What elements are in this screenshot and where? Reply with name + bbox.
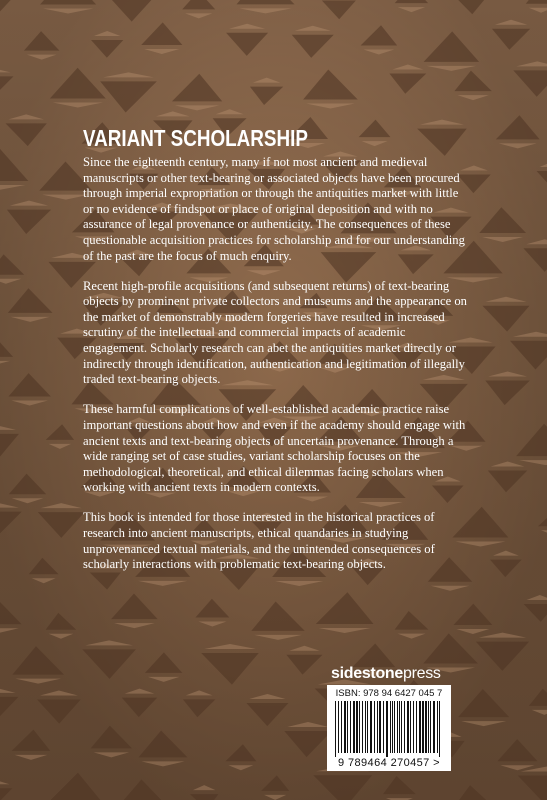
texture-triangle — [0, 788, 12, 800]
texture-highlight — [0, 185, 25, 190]
texture-highlight — [461, 721, 506, 726]
barcode-bar — [347, 701, 348, 753]
barcode-bar — [437, 701, 438, 753]
texture-highlight — [125, 689, 155, 694]
texture-highlight — [0, 628, 19, 633]
texture-triangle — [107, 0, 156, 22]
texture-highlight — [254, 635, 301, 640]
texture-triangle — [538, 509, 547, 526]
texture-highlight — [319, 628, 371, 633]
texture-highlight — [541, 530, 547, 535]
texture-highlight — [513, 332, 547, 337]
texture-triangle — [492, 29, 530, 50]
texture-highlight — [10, 201, 48, 206]
texture-highlight — [0, 361, 10, 366]
texture-triangle — [316, 592, 374, 624]
texture-triangle — [513, 70, 547, 96]
texture-triangle — [510, 341, 547, 370]
texture-highlight — [239, 8, 291, 13]
barcode-bar — [383, 701, 384, 753]
texture-highlight — [488, 372, 527, 377]
texture-triangle — [100, 81, 157, 112]
texture-triangle — [9, 474, 46, 495]
texture-highlight — [532, 710, 547, 715]
texture-triangle — [395, 0, 428, 3]
texture-triangle — [82, 649, 136, 678]
texture-triangle — [145, 652, 182, 673]
texture-highlight — [114, 623, 155, 628]
texture-highlight — [479, 633, 526, 638]
texture-triangle — [0, 333, 13, 357]
texture-highlight — [306, 104, 355, 109]
barcode-bar — [341, 701, 342, 753]
texture-highlight — [0, 279, 21, 284]
texture-highlight — [519, 460, 547, 465]
texture-triangle — [8, 373, 50, 396]
texture-highlight — [493, 551, 519, 556]
texture-triangle — [284, 731, 331, 757]
texture-triangle — [38, 512, 85, 538]
texture-highlight — [175, 105, 219, 110]
texture-highlight — [398, 7, 425, 12]
texture-highlight — [364, 49, 395, 54]
texture-triangle — [141, 22, 182, 45]
texture-triangle — [48, 773, 102, 800]
texture-triangle — [0, 0, 16, 12]
texture-triangle — [395, 611, 429, 630]
texture-triangle — [12, 730, 51, 751]
barcode-bar — [416, 701, 417, 753]
texture-highlight — [193, 785, 215, 790]
texture-highlight — [53, 102, 103, 107]
texture-highlight — [49, 634, 74, 639]
texture-triangle — [29, 558, 59, 574]
texture-highlight — [216, 109, 244, 114]
texture-triangle — [286, 655, 322, 675]
texture-triangle — [423, 633, 478, 663]
texture-triangle — [322, 0, 356, 19]
texture-triangle — [453, 604, 492, 625]
texture-highlight — [482, 237, 523, 242]
texture-triangle — [116, 779, 170, 800]
texture-triangle — [303, 69, 358, 99]
texture-highlight — [491, 461, 525, 466]
texture-triangle — [182, 0, 215, 9]
blurb-paragraph-3: These harmful complications of well-established academic practice raise important questions about how and even if the academy should engage with ancient texts and text-bearing objects of uncertain provenance. Through a wide ranging set of case studies, variant scholarship focuses on the methodological, theoretical, and ethical dilemmas facing scholars when working with ancient texts in modern contexts. — [83, 402, 466, 495]
texture-highlight — [392, 64, 423, 69]
texture-highlight — [186, 690, 213, 695]
texture-triangle — [313, 775, 372, 800]
barcode-bar — [428, 701, 429, 753]
texture-triangle — [361, 25, 398, 45]
barcode-bar — [422, 701, 424, 753]
texture-highlight — [295, 26, 331, 31]
blurb-paragraph-2: Recent high-profile acquisitions (and subsequent returns) of text-bearing objects by prominent private collectors and museums and the appearance on the market of demonstrably modern forgeries have resulted in increased scrutiny of the intellectual and commercial impacts of academic engagement. Scholarly research can abet the antiquities market directly or indirectly through identification, authentication and legitimation of illegally traded text-bearing objects. — [83, 278, 467, 387]
barcode-bar — [379, 701, 381, 753]
texture-highlight — [94, 752, 129, 757]
texture-triangle — [526, 0, 547, 4]
barcode-bar — [370, 701, 372, 753]
blurb-paragraph-1: Since the eighteenth century, many if not most ancient and medieval manuscripts or other text-bearing or associated objects have been procured through imperial expropriation or through the antiquities market with little or no evidence of findspot or place of original deposition and with no assurance of legal provenance or authenticity. The consequences of these questionable acquisition practices for scholarship and for our understanding of the past are the focus of much enquiry. — [83, 155, 465, 263]
isbn-label: ISBN: 978 94 6427 045 7 — [335, 688, 443, 699]
texture-triangle — [383, 776, 416, 794]
texture-triangle — [46, 613, 77, 630]
texture-highlight — [420, 120, 464, 125]
texture-triangle — [50, 68, 106, 99]
barcode-bar — [353, 701, 355, 753]
texture-highlight — [427, 66, 477, 71]
barcode-bar — [404, 701, 405, 753]
texture-highlight — [0, 425, 16, 430]
texture-highlight — [156, 111, 190, 116]
texture-highlight — [94, 31, 120, 36]
texture-highlight — [516, 61, 547, 66]
barcode-bar — [410, 701, 411, 753]
barcode-bar — [413, 701, 414, 753]
texture-triangle — [225, 744, 256, 761]
texture-triangle — [7, 210, 51, 234]
texture-triangle — [37, 700, 81, 724]
texture-highlight — [11, 317, 50, 322]
barcode-bar — [397, 701, 398, 753]
barcode-bar — [338, 701, 339, 753]
texture-triangle — [518, 775, 547, 800]
barcode-bar — [419, 701, 421, 753]
texture-highlight — [41, 503, 82, 508]
texture-highlight — [204, 644, 256, 649]
texture-highlight — [485, 297, 526, 302]
texture-triangle — [523, 248, 547, 272]
texture-triangle — [389, 73, 426, 93]
barcode-bar — [399, 701, 400, 753]
publisher-logo — [331, 665, 441, 683]
texture-highlight — [15, 755, 48, 760]
texture-triangle — [91, 40, 123, 58]
texture-triangle — [417, 129, 467, 156]
texture-triangle — [0, 149, 28, 182]
texture-highlight — [253, 78, 280, 83]
texture-triangle — [0, 512, 22, 539]
barcode-bar — [359, 701, 360, 753]
barcode-bar — [392, 701, 393, 753]
texture-triangle — [172, 74, 222, 102]
texture-triangle — [497, 739, 537, 761]
texture-triangle — [516, 424, 547, 456]
texture-triangle — [261, 775, 289, 790]
texture-triangle — [352, 643, 395, 667]
texture-triangle — [122, 698, 158, 718]
barcode-bar — [386, 701, 388, 757]
texture-triangle — [485, 381, 530, 406]
texture-triangle — [479, 207, 526, 233]
texture-highlight — [27, 55, 57, 60]
texture-triangle — [454, 71, 491, 92]
texture-highlight — [456, 629, 489, 634]
texture-triangle — [490, 560, 522, 577]
texture-highlight — [141, 761, 184, 766]
texture-triangle — [183, 699, 216, 717]
texture-highlight — [0, 779, 9, 784]
texture-triangle — [458, 689, 509, 717]
texture-highlight — [529, 8, 547, 13]
texture-highlight — [198, 621, 226, 626]
barcode-bar — [344, 701, 346, 753]
texture-highlight — [289, 646, 319, 651]
barcode-bar — [377, 701, 378, 753]
texture-triangle — [451, 0, 490, 14]
barcode-bar — [356, 701, 358, 753]
texture-highlight — [0, 503, 19, 508]
texture-highlight — [15, 679, 61, 684]
texture-triangle — [529, 689, 547, 706]
texture-triangle — [476, 642, 529, 671]
texture-triangle — [236, 0, 294, 4]
barcode-bar — [407, 701, 409, 753]
texture-triangle — [0, 254, 24, 274]
publisher-name-bold: sidestone — [331, 665, 403, 682]
texture-triangle — [201, 653, 259, 685]
texture-triangle — [246, 703, 288, 726]
texture-triangle — [195, 599, 229, 618]
texture-triangle — [226, 33, 268, 56]
texture-triangle — [0, 697, 19, 722]
texture-triangle — [8, 288, 53, 313]
barcode-bar — [430, 701, 431, 753]
texture-highlight — [228, 765, 253, 770]
texture-triangle — [482, 306, 529, 332]
texture-triangle — [0, 434, 19, 461]
texture-highlight — [85, 640, 133, 645]
texture-triangle — [496, 115, 540, 139]
texture-triangle — [138, 730, 187, 757]
texture-highlight — [40, 691, 78, 696]
texture-highlight — [526, 239, 547, 244]
barcode-bar — [401, 701, 402, 753]
texture-triangle — [458, 785, 487, 800]
texture-highlight — [148, 677, 179, 682]
texture-triangle — [111, 594, 158, 620]
barcode-bar — [390, 701, 391, 753]
texture-triangle — [292, 35, 334, 58]
texture-triangle — [24, 31, 60, 51]
barcode-bar — [367, 701, 368, 753]
texture-triangle — [0, 597, 22, 624]
barcode-bar — [350, 701, 351, 753]
barcode-bar — [425, 701, 427, 753]
barcode-bar — [394, 701, 395, 753]
texture-highlight — [9, 114, 44, 119]
publisher-name-regular: press — [403, 665, 441, 682]
texture-highlight — [500, 765, 534, 770]
texture-highlight — [185, 13, 212, 18]
texture-highlight — [0, 688, 16, 693]
texture-highlight — [287, 722, 328, 727]
texture-triangle — [488, 470, 528, 492]
blurb-paragraph-4: This book is intended for those interested in the historical practices of research into ancient manuscripts, ethical quandaries in studying unprovenanced textual materials, and the unintended consequences of scholarly interactions with problematic text-bearing objects. — [83, 510, 435, 572]
book-title: VARIANT SCHOLARSHIP — [83, 125, 308, 151]
texture-triangle — [250, 87, 283, 105]
texture-triangle — [40, 0, 96, 4]
texture-highlight — [0, 67, 11, 72]
texture-triangle — [251, 601, 304, 630]
texture-highlight — [527, 595, 547, 600]
texture-triangle — [524, 604, 547, 622]
texture-highlight — [32, 578, 56, 583]
barcode-icon — [333, 701, 445, 757]
texture-highlight — [540, 162, 547, 167]
barcode-bar — [374, 701, 375, 753]
texture-highlight — [229, 24, 265, 29]
texture-highlight — [103, 72, 154, 77]
barcode-digits: 9 789464 270457 > — [338, 757, 440, 769]
texture-highlight — [49, 444, 71, 449]
texture-triangle — [0, 76, 14, 102]
texture-triangle — [12, 646, 64, 674]
texture-highlight — [457, 95, 488, 100]
blurb — [83, 155, 468, 587]
texture-triangle — [190, 794, 218, 800]
texture-highlight — [495, 20, 527, 25]
barcode-bar — [439, 701, 440, 757]
barcode-bar — [433, 701, 435, 753]
texture-triangle — [91, 726, 132, 749]
barcode-bar — [335, 701, 336, 757]
texture-triangle — [46, 424, 74, 440]
texture-highlight — [43, 8, 93, 13]
texture-highlight — [398, 634, 426, 639]
texture-triangle — [6, 123, 47, 146]
texture-highlight — [12, 498, 43, 503]
texture-triangle — [424, 31, 480, 62]
barcode-bar — [362, 701, 363, 753]
texture-highlight — [144, 49, 179, 54]
texture-highlight — [11, 400, 47, 405]
barcode-panel — [327, 685, 451, 771]
barcode-bar — [365, 701, 366, 753]
texture-triangle — [537, 171, 547, 188]
texture-highlight — [264, 795, 286, 800]
texture-highlight — [249, 694, 285, 699]
texture-highlight — [499, 143, 537, 148]
